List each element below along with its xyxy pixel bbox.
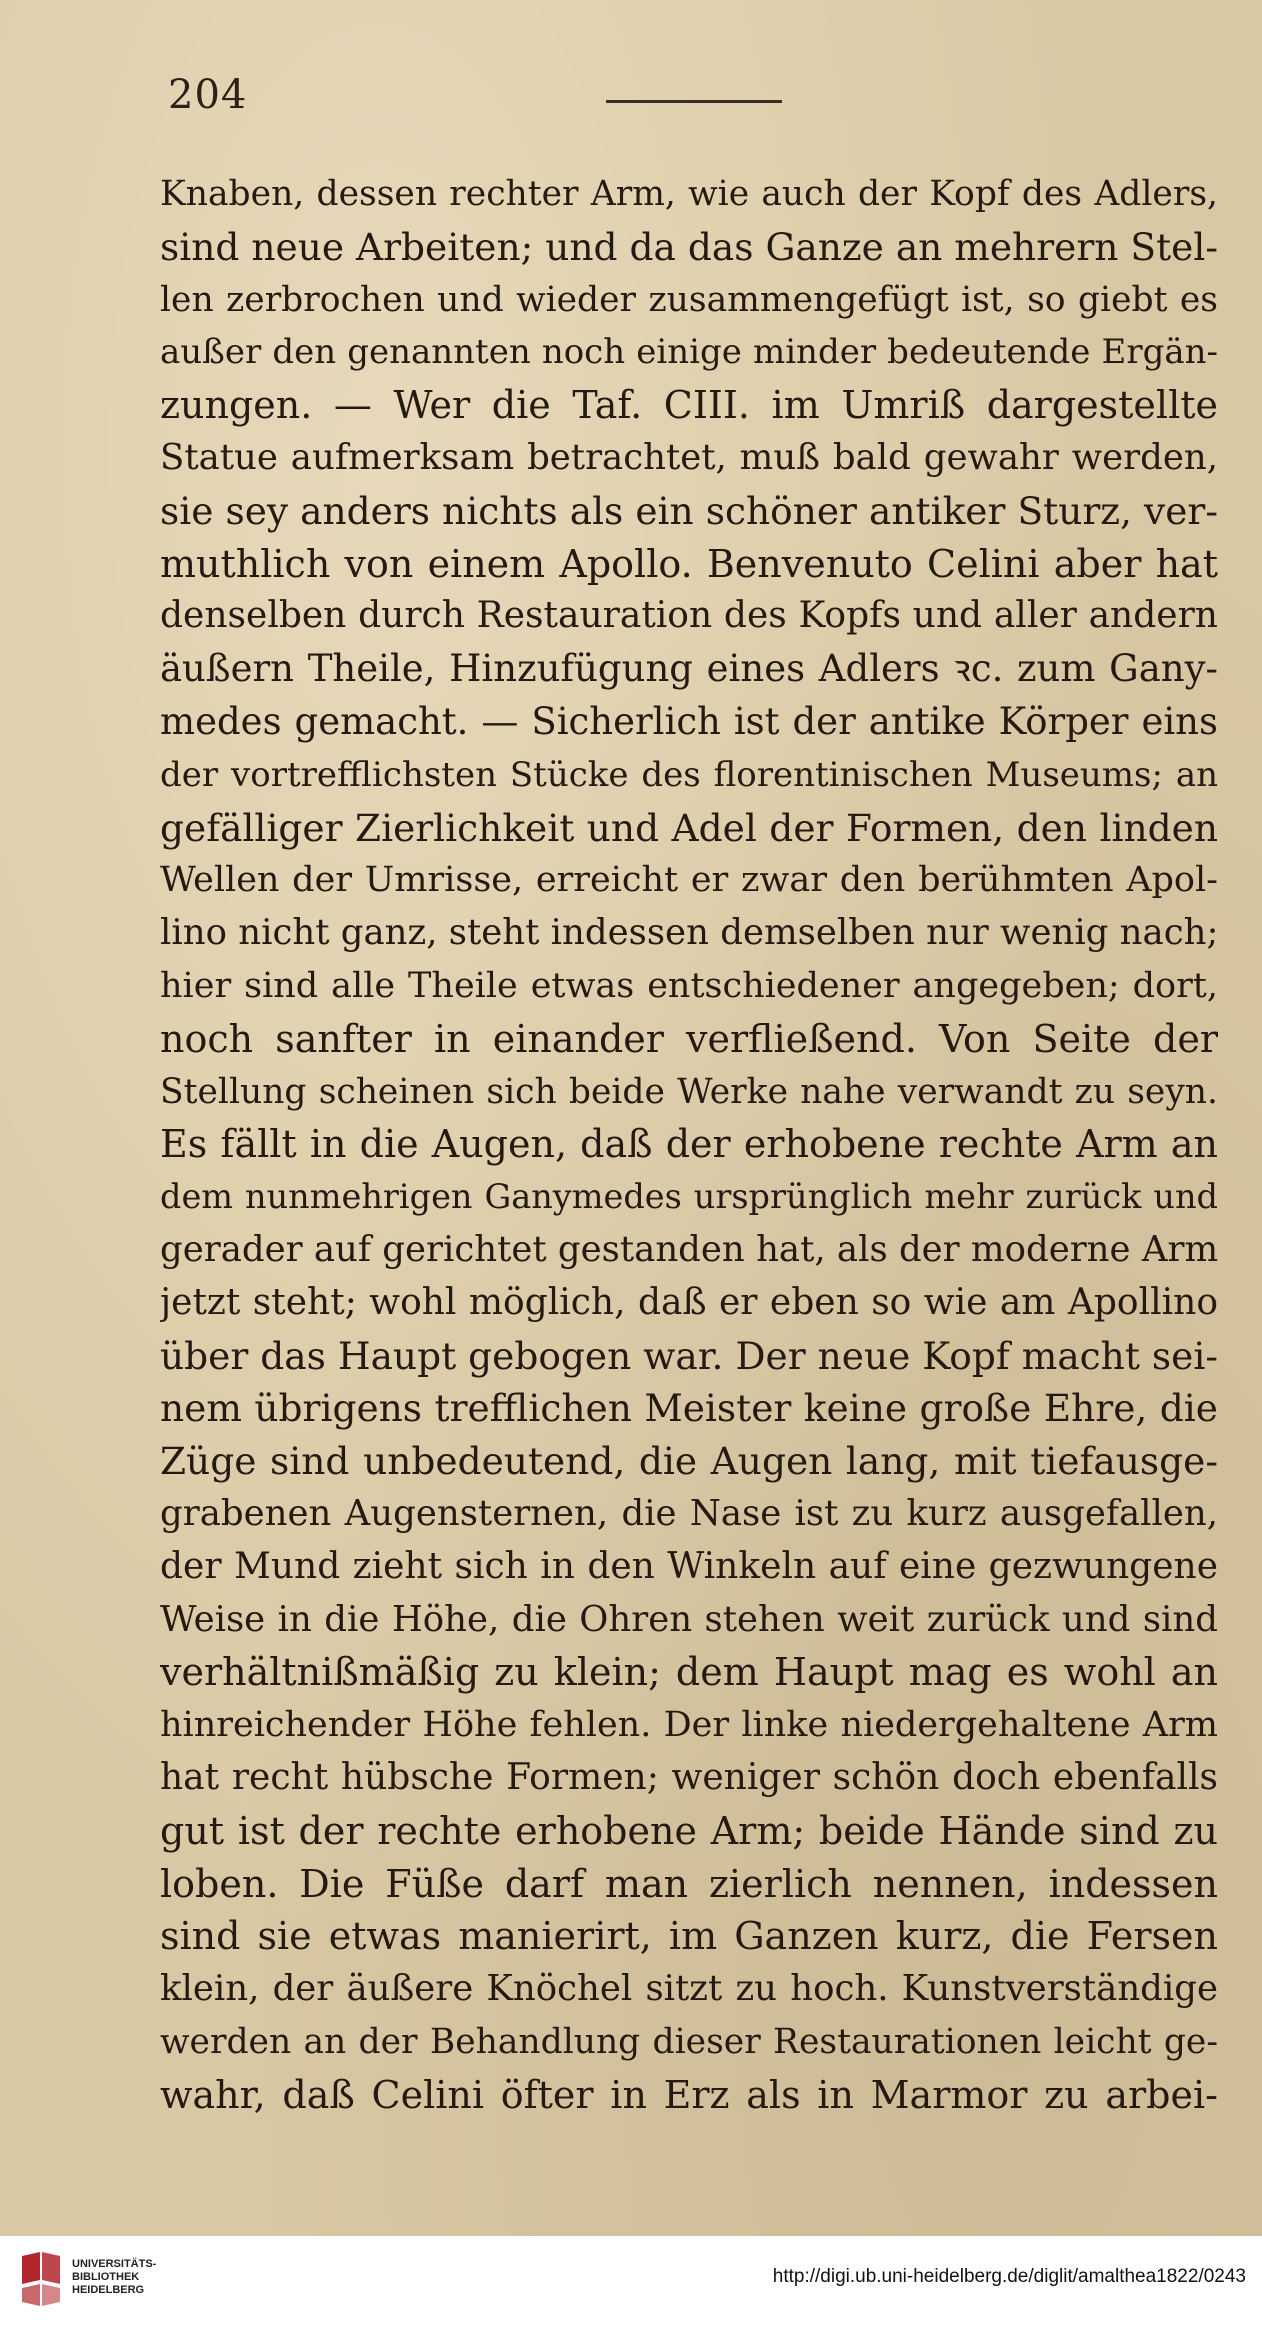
text-line: Wellen der Umrisse, erreicht er zwar den berühmten Apol- [160,860,1218,901]
text-line: dem nunmehrigen Ganymedes ursprünglich mehr zurück und [160,1177,1218,1217]
body-text [160,168,1218,2121]
text-line: denselben durch Restauration des Kopfs und aller andern [160,595,1218,637]
text-line: werden an der Behandlung dieser Restaurationen leicht ge- [160,2021,1218,2062]
text-line: grabenen Augensternen, die Nase ist zu kurz ausgefallen, [160,1492,1218,1534]
text-line: len zerbrochen und wieder zusammengefügt ist, so giebt es [160,279,1218,320]
text-line: hat recht hübsche Formen; weniger schön doch ebenfalls [160,1756,1218,1798]
text-line: hinreichender Höhe fehlen. Der linke niedergehaltene Arm [160,1705,1218,1746]
text-line: Knaben, dessen rechter Arm, wie auch der Kopf des Adlers, [160,174,1218,214]
text-line: der vortrefflichsten Stücke des florentinischen Museums; an [160,754,1218,795]
text-line: lino nicht ganz, steht indessen demselben nur wenig nach; [160,912,1218,954]
text-line: verhältnißmäßig zu klein; dem Haupt mag es wohl an [160,1650,1218,1695]
footer-bar [0,2236,1262,2328]
logo-text [72,2258,156,2297]
text-line: gerader auf gerichtet gestanden hat, als der moderne Arm [160,1228,1218,1270]
header-rule [606,100,782,103]
text-line: zungen. — Wer die Taf. CIII. im Umriß dargestellte [160,383,1218,428]
text-line: hier sind alle Theile etwas entschiedener angegeben; dort, [160,965,1218,1006]
text-line: noch sanfter in einander verfließend. Von Seite der [160,1016,1218,1061]
text-line: Es fällt in die Augen, daß der erhobene rechte Arm an [160,1122,1218,1167]
text-line: außer den genannten noch einige minder bedeutende Ergän- [160,332,1218,373]
logo-line: UNIVERSITÄTS- [72,2258,157,2270]
text-line: sind sie etwas manierirt, im Ganzen kurz, die Fersen [160,1914,1218,1959]
text-line: sind neue Arbeiten; und da das Ganze an mehrern Stel- [160,224,1218,269]
text-line: Stellung scheinen sich beide Werke nahe verwandt zu seyn. [160,1071,1218,1112]
text-line: muthlich von einem Apollo. Benvenuto Celini aber hat [160,541,1218,586]
text-line: sie sey anders nichts als ein schöner antiker Sturz, ver- [160,488,1218,533]
text-line: äußern Theile, Hinzufügung eines Adlers ꝛc. zum Gany- [160,647,1218,691]
text-line: klein, der äußere Knöchel sitzt zu hoch. Kunstverständige [160,1968,1218,2010]
text-line: gefälliger Zierlichkeit und Adel der Formen, den linden [160,805,1218,850]
text-line: Statue aufmerksam betrachtet, muß bald gewahr werden, [160,436,1218,478]
text-line: wahr, daß Celini öfter in Erz als in Marmor zu arbei- [160,2072,1218,2117]
text-line: medes gemacht. — Sicherlich ist der antike Körper eins [160,699,1218,743]
text-line: über das Haupt gebogen war. Der neue Kopf macht sei- [160,1333,1218,1378]
source-url-link[interactable]: http://digi.ub.uni-heidelberg.de/diglit/amalthea1822/0243 [772,2266,1246,2287]
text-line: Weise in die Höhe, die Ohren stehen weit zurück und sind [160,1598,1218,1640]
text-line: loben. Die Füße darf man zierlich nennen, indessen [160,1861,1218,1906]
text-line: Züge sind unbedeutend, die Augen lang, mit tiefausge- [160,1439,1218,1484]
text-line: jetzt steht; wohl möglich, daß er eben so wie am Apollino [160,1281,1218,1323]
university-logo-icon [14,2250,66,2308]
logo-line: HEIDELBERG [72,2284,145,2296]
logo-line: BIBLIOTHEK [72,2271,140,2283]
page-number: 204 [168,72,248,118]
text-line: der Mund zieht sich in den Winkeln auf eine gezwungene [160,1545,1218,1587]
text-line: gut ist der rechte erhobene Arm; beide Hände sind zu [160,1808,1218,1853]
text-line: nem übrigens trefflichen Meister keine große Ehre, die [160,1386,1218,1431]
